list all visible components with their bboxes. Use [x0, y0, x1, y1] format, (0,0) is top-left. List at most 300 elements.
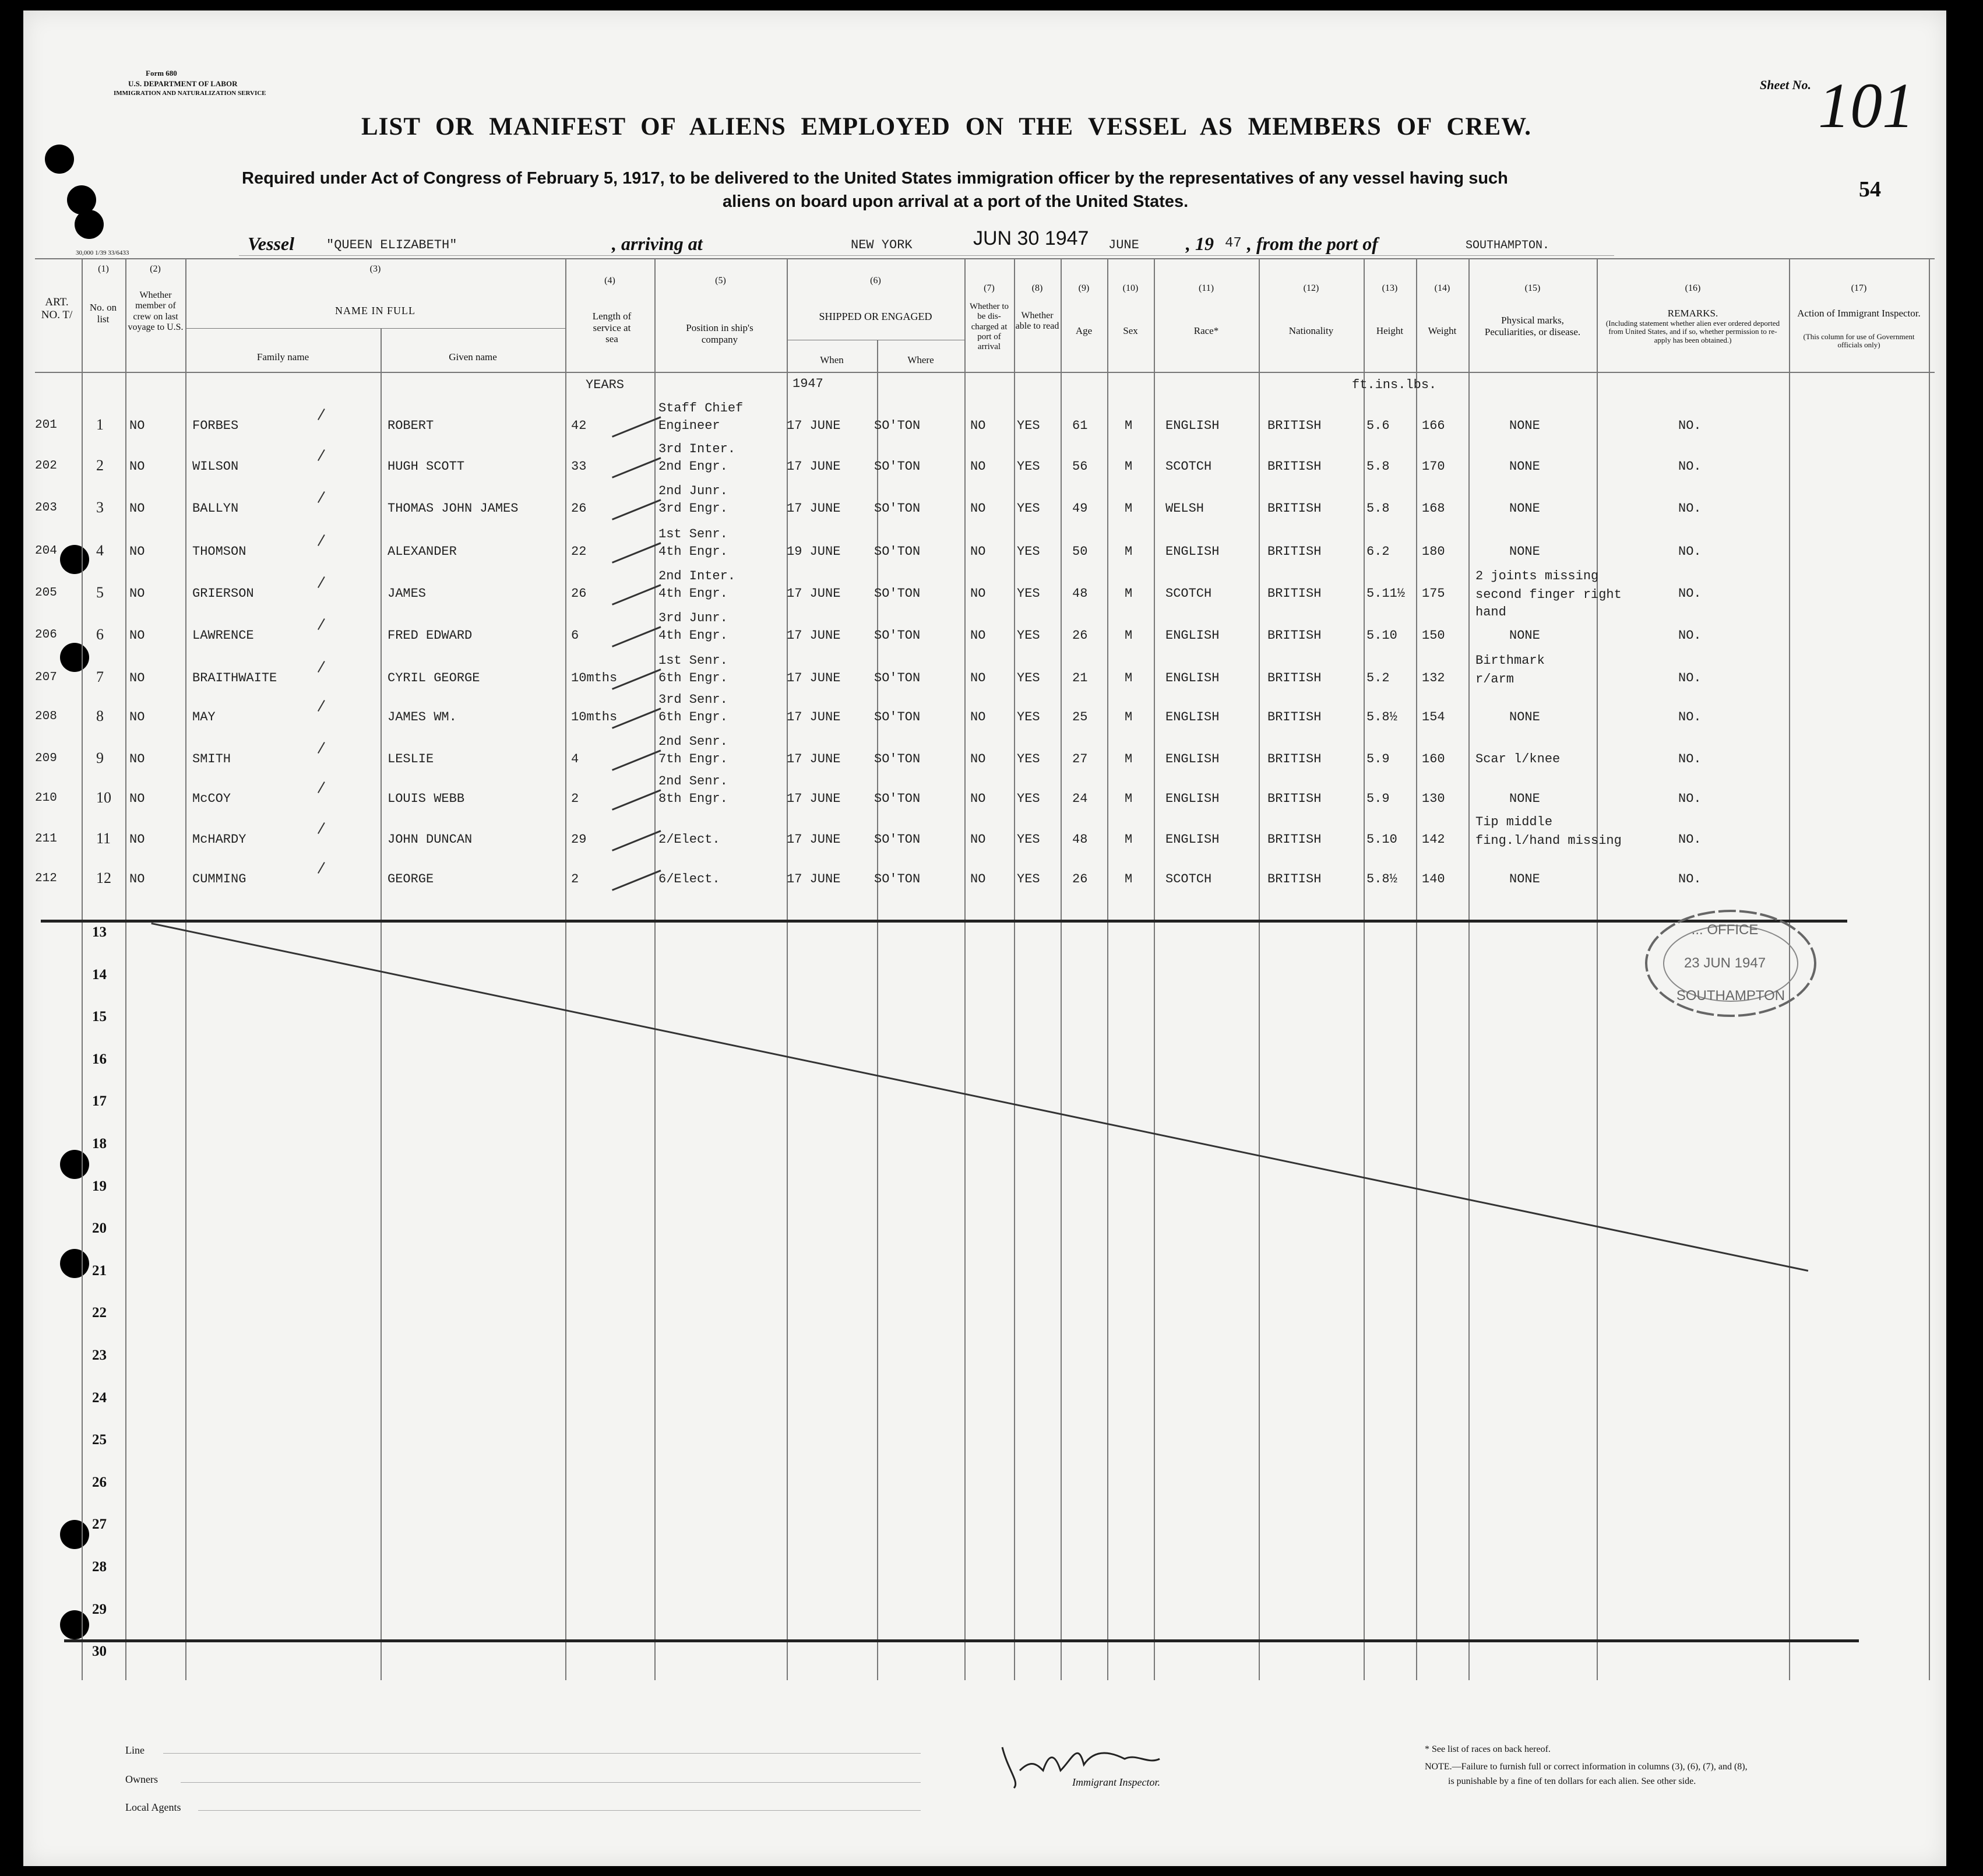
row-able-to-read: YES — [1017, 752, 1040, 766]
punch-hole — [60, 1520, 89, 1549]
row-art-no: 201 — [35, 418, 57, 432]
header-c8: Whether able to read — [1015, 311, 1059, 332]
column-divider — [125, 258, 126, 1680]
header-c4-num: (4) — [604, 276, 615, 286]
row-art-no: 209 — [35, 752, 57, 765]
pencil-stroke — [612, 749, 661, 770]
row-list-no: 2 — [96, 457, 104, 474]
row-art-no: 210 — [35, 791, 57, 805]
pencil-stroke — [612, 668, 661, 689]
header-c5-num: (5) — [715, 276, 726, 286]
row-nationality: BRITISH — [1267, 459, 1322, 474]
row-position-line-2: 7th Engr. — [658, 752, 728, 766]
row-able-to-read: YES — [1017, 832, 1040, 847]
row-art-no: 207 — [35, 671, 57, 684]
row-service-length: 10mths — [571, 710, 618, 724]
stamp-date-text: 23 JUN 1947 — [1683, 955, 1766, 971]
row-position-line-2: 6th Engr. — [658, 710, 728, 724]
row-nationality: BRITISH — [1267, 544, 1322, 559]
row-prev-voyage: NO — [129, 418, 145, 433]
department-name: U.S. DEPARTMENT OF LABOR — [128, 79, 238, 88]
row-position-line-2: 3rd Engr. — [658, 501, 728, 516]
row-discharged: NO — [970, 710, 986, 724]
row-discharged: NO — [970, 872, 986, 886]
row-shipped-where: SO'TON — [874, 501, 921, 516]
row-race: SCOTCH — [1165, 586, 1212, 601]
row-prev-voyage: NO — [129, 628, 145, 643]
row-physical-marks-line-2: r/arm — [1475, 672, 1514, 687]
row-shipped-when: 17 JUNE — [787, 501, 841, 516]
row-race: ENGLISH — [1165, 418, 1220, 433]
row-age: 49 — [1072, 501, 1088, 516]
row-position-line-2: 2nd Engr. — [658, 459, 728, 474]
row-age: 24 — [1072, 791, 1088, 806]
row-height: 5.8 — [1366, 459, 1390, 474]
row-shipped-where: SO'TON — [874, 418, 921, 433]
row-position-line-1: 3rd Inter. — [658, 442, 736, 456]
empty-row-number: 13 — [92, 924, 107, 940]
header-c17: Action of Immigrant Inspector. — [1797, 308, 1921, 319]
check-mark — [318, 576, 325, 588]
row-discharged: NO — [970, 459, 986, 474]
empty-row-number: 16 — [92, 1051, 107, 1067]
header-c6-when: When — [820, 354, 844, 365]
row-family-name: FORBES — [192, 418, 239, 433]
arrival-month: JUNE — [1108, 238, 1139, 252]
from-port: SOUTHAMPTON. — [1466, 239, 1550, 252]
column-divider — [82, 258, 83, 1680]
row-family-name: THOMSON — [192, 544, 246, 559]
pencil-stroke — [612, 457, 661, 478]
unit-height-weight: ft.ins.lbs. — [1352, 378, 1437, 392]
header-c6-num: (6) — [870, 276, 881, 286]
row-art-no: 206 — [35, 628, 57, 642]
column-divider — [1929, 258, 1930, 1680]
row-art-no: 205 — [35, 586, 57, 600]
row-position-line-2: 8th Engr. — [658, 791, 728, 806]
header-c10: Sex — [1123, 325, 1138, 336]
pencil-stroke — [612, 708, 661, 728]
punch-hole — [45, 145, 74, 174]
punch-hole — [75, 210, 104, 239]
year-suffix: 47 — [1225, 235, 1242, 251]
column-divider — [1061, 258, 1062, 1680]
row-shipped-where: SO'TON — [874, 710, 921, 724]
header-c2-num: (2) — [150, 264, 161, 274]
row-able-to-read: YES — [1017, 872, 1040, 886]
row-sex: M — [1125, 791, 1133, 806]
row-prev-voyage: NO — [129, 459, 145, 474]
check-mark — [318, 661, 325, 673]
row-weight: 166 — [1422, 418, 1445, 433]
row-able-to-read: YES — [1017, 459, 1040, 474]
row-family-name: MAY — [192, 710, 216, 724]
row-height: 5.2 — [1366, 671, 1390, 685]
column-divider — [654, 258, 656, 1680]
row-position-line-2: Engineer — [658, 418, 720, 433]
row-prev-voyage: NO — [129, 872, 145, 886]
empty-row-number: 26 — [92, 1474, 107, 1490]
check-mark — [318, 700, 325, 712]
pencil-stroke — [612, 626, 661, 647]
row-able-to-read: YES — [1017, 544, 1040, 559]
row-height: 5.6 — [1366, 418, 1390, 433]
row-list-no: 10 — [96, 789, 111, 806]
row-shipped-where: SO'TON — [874, 671, 921, 685]
form-number: Form 680 — [146, 69, 177, 78]
row-nationality: BRITISH — [1267, 671, 1322, 685]
row-discharged: NO — [970, 418, 986, 433]
row-discharged: NO — [970, 791, 986, 806]
punch-hole — [60, 1249, 89, 1278]
row-prev-voyage: NO — [129, 501, 145, 516]
check-mark — [318, 491, 325, 503]
row-list-no: 7 — [96, 668, 104, 685]
header-c13: Height — [1376, 325, 1404, 336]
row-family-name: McCOY — [192, 791, 231, 806]
subtitle-line-1: Required under Act of Congress of February 5, 1917, to be delivered to the United States immigration officer by the representatives of any vessel having such — [242, 169, 1508, 188]
row-family-name: BALLYN — [192, 501, 239, 516]
row-prev-voyage: NO — [129, 586, 145, 601]
column-divider — [877, 340, 878, 1680]
row-height: 5.8 — [1366, 501, 1390, 516]
row-physical-marks-line-1: NONE — [1509, 501, 1540, 516]
row-discharged: NO — [970, 671, 986, 685]
row-given-name: JOHN DUNCAN — [388, 832, 473, 847]
row-position-line-1: 3rd Senr. — [658, 692, 728, 707]
row-age: 26 — [1072, 872, 1088, 886]
header-c4: Length of service at sea — [592, 311, 632, 345]
stamp-place-text: SOUTHAMPTON — [1676, 988, 1785, 1004]
row-service-length: 22 — [571, 544, 587, 559]
row-13-strike-line — [41, 920, 1847, 923]
fine-note-2: is punishable by a fine of ten dollars for each alien. See other side. — [1448, 1776, 1696, 1786]
row-discharged: NO — [970, 832, 986, 847]
header-c12: Nationality — [1288, 325, 1334, 336]
pencil-stroke — [612, 542, 661, 563]
row-height: 5.9 — [1366, 752, 1390, 766]
row-able-to-read: YES — [1017, 791, 1040, 806]
row-nationality: BRITISH — [1267, 872, 1322, 886]
page-number: 54 — [1859, 177, 1881, 202]
row-able-to-read: YES — [1017, 671, 1040, 685]
row-age: 25 — [1072, 710, 1088, 724]
header-c1-num: (1) — [98, 264, 109, 274]
empty-row-number: 18 — [92, 1136, 107, 1152]
header-c3-given: Given name — [449, 351, 497, 362]
row-race: WELSH — [1165, 501, 1204, 516]
row-art-no: 203 — [35, 501, 57, 515]
column-divider — [565, 258, 566, 1680]
footer-agents-underline — [198, 1810, 921, 1811]
row-shipped-when: 17 JUNE — [787, 832, 841, 847]
row-position-line-1: 6/Elect. — [658, 872, 720, 886]
check-mark — [318, 534, 325, 546]
empty-row-number: 30 — [92, 1643, 107, 1659]
row-sex: M — [1125, 459, 1133, 474]
row-sex: M — [1125, 501, 1133, 516]
row-race: SCOTCH — [1165, 459, 1212, 474]
row-given-name: THOMAS JOHN JAMES — [388, 501, 519, 516]
diagonal-strike-line — [151, 923, 1808, 1272]
pencil-stroke — [612, 789, 661, 810]
row-service-length: 33 — [571, 459, 587, 474]
row-remarks: NO. — [1678, 628, 1702, 643]
arriving-label: , arriving at — [612, 233, 703, 254]
row-given-name: JAMES WM. — [388, 710, 457, 724]
empty-row-number: 28 — [92, 1559, 107, 1575]
empty-row-number: 27 — [92, 1516, 107, 1532]
row-age: 48 — [1072, 832, 1088, 847]
row-physical-marks-line-2: fing.l/hand missing — [1475, 833, 1622, 848]
row-weight: 130 — [1422, 791, 1445, 806]
empty-row-number: 19 — [92, 1178, 107, 1194]
row-30-strike-line — [64, 1639, 1859, 1642]
row-position-line-1: 2nd Senr. — [658, 734, 728, 749]
row-given-name: ROBERT — [388, 418, 434, 433]
header-c16-sub: (Including statement whether alien ever ordered deported from United States, and if so, whether permission to re-apply has been obtained.) — [1605, 319, 1780, 344]
row-age: 56 — [1072, 459, 1088, 474]
stamp-top-text: ... OFFICE — [1691, 922, 1759, 938]
row-art-no: 208 — [35, 710, 57, 723]
row-remarks: NO. — [1678, 459, 1702, 474]
arriving-port: NEW YORK — [851, 238, 913, 252]
punch-hole — [60, 545, 89, 574]
row-able-to-read: YES — [1017, 418, 1040, 433]
header-c9: Age — [1075, 325, 1093, 336]
fine-note-1: NOTE.—Failure to furnish full or correct information in columns (3), (6), (7), and (8), — [1425, 1762, 1748, 1772]
row-discharged: NO — [970, 752, 986, 766]
row-remarks: NO. — [1678, 872, 1702, 886]
print-code: 30,000 1/39 33/6433 — [76, 249, 129, 256]
row-nationality: BRITISH — [1267, 501, 1322, 516]
row-weight: 180 — [1422, 544, 1445, 559]
check-mark — [318, 822, 325, 834]
header-c14-num: (14) — [1434, 283, 1450, 293]
row-race: ENGLISH — [1165, 671, 1220, 685]
row-weight: 160 — [1422, 752, 1445, 766]
row-shipped-when: 17 JUNE — [787, 628, 841, 643]
empty-row-number: 17 — [92, 1093, 107, 1109]
check-mark — [318, 618, 325, 630]
name-subheader-line — [185, 328, 565, 329]
row-service-length: 26 — [571, 586, 587, 601]
row-nationality: BRITISH — [1267, 586, 1322, 601]
row-remarks: NO. — [1678, 501, 1702, 516]
row-remarks: NO. — [1678, 586, 1702, 601]
vessel-name: "QUEEN ELIZABETH" — [326, 238, 457, 252]
column-divider — [1154, 258, 1155, 1680]
column-divider — [964, 258, 966, 1680]
row-given-name: LOUIS WEBB — [388, 791, 465, 806]
row-position-line-2: 4th Engr. — [658, 544, 728, 559]
row-physical-marks-line-1: NONE — [1509, 710, 1540, 724]
row-weight: 170 — [1422, 459, 1445, 474]
row-shipped-where: SO'TON — [874, 544, 921, 559]
row-physical-marks-line-1: NONE — [1509, 791, 1540, 806]
row-shipped-where: SO'TON — [874, 791, 921, 806]
footer-line-underline — [163, 1753, 921, 1754]
column-divider — [1014, 258, 1015, 1680]
column-divider — [1107, 258, 1108, 1680]
row-position-line-1: 3rd Junr. — [658, 611, 728, 625]
column-divider — [381, 328, 382, 1680]
check-mark — [318, 782, 325, 793]
row-physical-marks-line-2: second finger right hand — [1475, 587, 1622, 620]
manifest-sheet — [23, 10, 1946, 1866]
row-list-no: 3 — [96, 499, 104, 516]
row-height: 5.9 — [1366, 791, 1390, 806]
row-family-name: GRIERSON — [192, 586, 254, 601]
vessel-label: Vessel — [248, 233, 294, 254]
row-physical-marks-line-1: NONE — [1509, 872, 1540, 886]
footer-agents-label: Local Agents — [125, 1801, 181, 1813]
inspector-label: Immigrant Inspector. — [1072, 1776, 1160, 1788]
header-c15-num: (15) — [1524, 283, 1541, 293]
row-able-to-read: YES — [1017, 710, 1040, 724]
row-shipped-where: SO'TON — [874, 752, 921, 766]
row-list-no: 1 — [96, 416, 104, 433]
row-sex: M — [1125, 872, 1133, 886]
row-position-line-1: 1st Senr. — [658, 527, 728, 541]
row-discharged: NO — [970, 628, 986, 643]
row-shipped-where: SO'TON — [874, 628, 921, 643]
header-c3-num: (3) — [369, 264, 381, 274]
punch-hole — [60, 1610, 89, 1639]
row-list-no: 6 — [96, 626, 104, 643]
row-age: 50 — [1072, 544, 1088, 559]
row-weight: 150 — [1422, 628, 1445, 643]
row-list-no: 12 — [96, 870, 111, 886]
row-able-to-read: YES — [1017, 501, 1040, 516]
row-remarks: NO. — [1678, 418, 1702, 433]
row-art-no: 211 — [35, 832, 57, 846]
empty-row-number: 22 — [92, 1305, 107, 1321]
row-weight: 142 — [1422, 832, 1445, 847]
row-shipped-when: 17 JUNE — [787, 586, 841, 601]
column-divider — [1364, 258, 1365, 1680]
vessel-underline — [239, 255, 1614, 256]
empty-row-number: 15 — [92, 1009, 107, 1025]
row-given-name: JAMES — [388, 586, 427, 601]
row-weight: 132 — [1422, 671, 1445, 685]
row-shipped-where: SO'TON — [874, 872, 921, 886]
row-remarks: NO. — [1678, 671, 1702, 685]
row-shipped-when: 17 JUNE — [787, 872, 841, 886]
row-service-length: 4 — [571, 752, 579, 766]
row-given-name: HUGH SCOTT — [388, 459, 465, 474]
row-family-name: WILSON — [192, 459, 239, 474]
row-height: 5.8½ — [1366, 872, 1397, 886]
row-shipped-when: 17 JUNE — [787, 418, 841, 433]
row-position-line-2: 4th Engr. — [658, 628, 728, 643]
row-list-no: 8 — [96, 708, 104, 724]
header-c2: Whether member of crew on last voyage to U.S. — [128, 290, 184, 333]
row-given-name: CYRIL GEORGE — [388, 671, 480, 685]
row-discharged: NO — [970, 586, 986, 601]
row-shipped-where: SO'TON — [874, 832, 921, 847]
empty-row-number: 14 — [92, 967, 107, 983]
empty-row-number: 21 — [92, 1263, 107, 1279]
punch-hole — [60, 1150, 89, 1179]
row-sex: M — [1125, 710, 1133, 724]
row-remarks: NO. — [1678, 832, 1702, 847]
from-port-label: , from the port of — [1247, 233, 1378, 254]
row-sex: M — [1125, 832, 1133, 847]
row-sex: M — [1125, 586, 1133, 601]
row-shipped-when: 17 JUNE — [787, 459, 841, 474]
row-service-length: 26 — [571, 501, 587, 516]
row-prev-voyage: NO — [129, 791, 145, 806]
row-given-name: FRED EDWARD — [388, 628, 473, 643]
header-bottom-line — [35, 372, 1935, 373]
row-able-to-read: YES — [1017, 586, 1040, 601]
row-service-length: 42 — [571, 418, 587, 433]
arrival-date-stamp: JUN 30 1947 — [973, 227, 1089, 249]
unit-year: 1947 — [793, 376, 823, 391]
header-c3-family: Family name — [256, 351, 309, 362]
pencil-stroke — [612, 584, 661, 605]
row-weight: 168 — [1422, 501, 1445, 516]
sheet-number-handwritten: 101 — [1818, 70, 1914, 141]
row-remarks: NO. — [1678, 710, 1702, 724]
row-physical-marks-line-1: Tip middle — [1475, 815, 1553, 829]
check-mark — [318, 862, 325, 874]
row-position-line-1: 2nd Inter. — [658, 569, 736, 583]
header-c1: No. on list — [89, 302, 117, 325]
row-family-name: SMITH — [192, 752, 231, 766]
header-c10-num: (10) — [1122, 283, 1139, 293]
row-age: 21 — [1072, 671, 1088, 685]
row-nationality: BRITISH — [1267, 628, 1322, 643]
row-given-name: ALEXANDER — [388, 544, 457, 559]
row-race: ENGLISH — [1165, 544, 1220, 559]
pencil-stroke — [612, 416, 661, 437]
office-stamp — [1637, 902, 1824, 1025]
check-mark — [318, 449, 325, 461]
row-shipped-where: SO'TON — [874, 459, 921, 474]
row-list-no: 11 — [96, 830, 111, 847]
header-c17-sub: (This column for use of Government officials only) — [1803, 332, 1915, 350]
row-nationality: BRITISH — [1267, 752, 1322, 766]
row-physical-marks-line-1: Birthmark — [1475, 653, 1545, 668]
header-c11: Race* — [1193, 325, 1219, 336]
header-c6-where: Where — [907, 354, 934, 365]
row-nationality: BRITISH — [1267, 832, 1322, 847]
row-remarks: NO. — [1678, 752, 1702, 766]
row-race: ENGLISH — [1165, 752, 1220, 766]
header-c16: REMARKS. — [1667, 308, 1718, 319]
year-prefix: , 19 — [1186, 233, 1214, 254]
check-mark — [318, 409, 325, 420]
row-physical-marks-line-1: Scar l/knee — [1475, 752, 1561, 766]
row-remarks: NO. — [1678, 791, 1702, 806]
row-discharged: NO — [970, 501, 986, 516]
row-art-no: 212 — [35, 872, 57, 885]
row-service-length: 2 — [571, 791, 579, 806]
row-position-line-1: 1st Senr. — [658, 653, 728, 668]
footer-owners-underline — [181, 1782, 921, 1783]
row-age: 26 — [1072, 628, 1088, 643]
row-art-no: 204 — [35, 544, 57, 558]
row-height: 5.11½ — [1366, 586, 1406, 601]
row-prev-voyage: NO — [129, 544, 145, 559]
row-physical-marks-line-1: NONE — [1509, 459, 1540, 474]
row-prev-voyage: NO — [129, 710, 145, 724]
row-position-line-1: 2nd Senr. — [658, 774, 728, 789]
row-family-name: CUMMING — [192, 872, 246, 886]
row-position-line-1: Staff Chief — [658, 401, 744, 416]
